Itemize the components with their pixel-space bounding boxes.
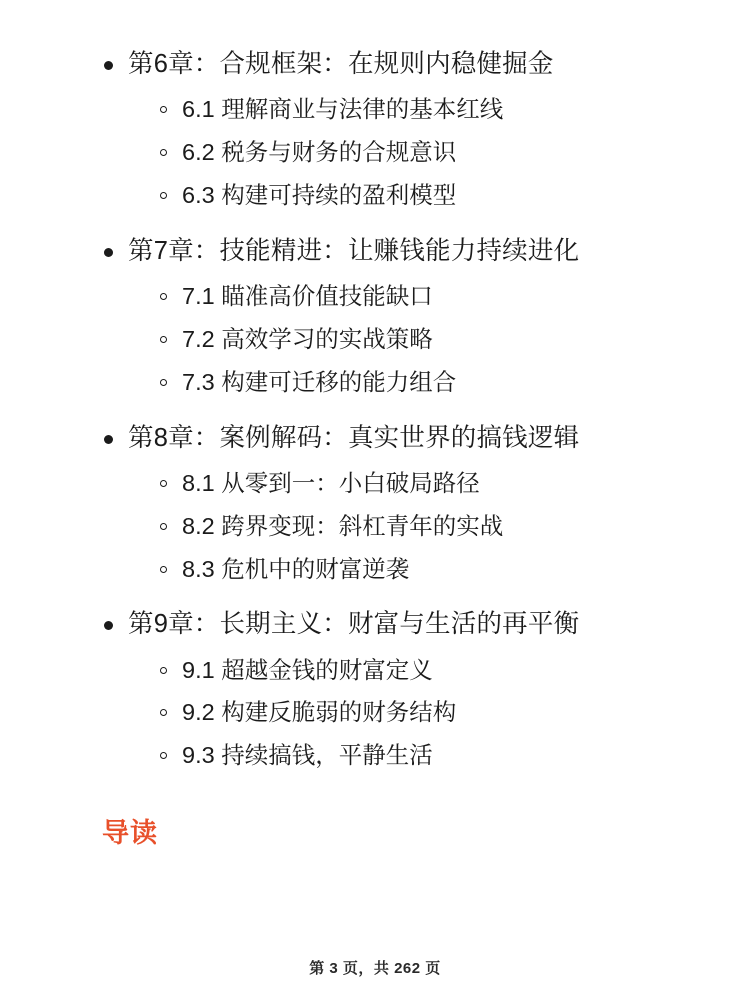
section-title: 9.2 构建反脆弱的财务结构 [182,699,457,726]
section-title: 7.2 高效学习的实战策略 [182,325,433,352]
chapter-heading-row[interactable] [60,44,690,85]
section-title: 8.3 危机中的财富逆袭 [182,555,410,582]
list-item[interactable] [60,549,690,591]
list-item[interactable] [60,506,690,548]
section-list [60,89,690,216]
section-title: 8.2 跨界变现：斜杠青年的实战 [182,512,504,539]
filled-bullet-icon [104,248,113,257]
list-item[interactable] [60,463,690,505]
hollow-bullet-icon [160,336,167,343]
section-title: 6.3 构建可持续的盈利模型 [182,181,457,208]
section-list [60,650,690,777]
list-item[interactable] [60,89,690,131]
hollow-bullet-icon [160,192,167,199]
page-footer: 第 3 页，共 262 页 [309,960,441,977]
list-item[interactable] [60,319,690,361]
section-title: 6.1 理解商业与法律的基本红线 [182,96,504,123]
chapter-heading-row[interactable] [60,604,690,645]
list-item[interactable] [60,692,690,734]
section-title: 7.1 瞄准高价值技能缺口 [182,283,433,310]
hollow-bullet-icon [160,566,167,573]
chapter-title: 第8章：案例解码：真实世界的搞钱逻辑 [128,423,580,452]
section-list [60,463,690,590]
section-list [60,276,690,403]
table-of-contents [60,44,690,777]
toc-chapter [60,604,690,777]
section-title: 7.3 构建可迁移的能力组合 [182,368,457,395]
toc-chapter [60,44,690,217]
list-item[interactable] [60,362,690,404]
list-item[interactable] [60,132,690,174]
hollow-bullet-icon [160,480,167,487]
list-item[interactable] [60,735,690,777]
section-title: 6.2 税务与财务的合规意识 [182,139,457,166]
section-title: 8.1 从零到一：小白破局路径 [182,469,480,496]
toc-chapter [60,418,690,591]
toc-chapter [60,231,690,404]
guide-section-heading: 导读 [102,818,158,849]
hollow-bullet-icon [160,523,167,530]
hollow-bullet-icon [160,379,167,386]
list-item[interactable] [60,175,690,217]
filled-bullet-icon [104,61,113,70]
list-item[interactable] [60,276,690,318]
chapter-title: 第9章：长期主义：财富与生活的再平衡 [128,610,580,639]
section-title: 9.1 超越金钱的财富定义 [182,656,433,683]
list-item[interactable] [60,650,690,692]
chapter-title: 第6章：合规框架：在规则内稳健掘金 [128,50,554,78]
chapter-title: 第7章：技能精进：让赚钱能力持续进化 [128,236,580,265]
chapter-heading-row[interactable] [60,418,690,459]
chapter-heading-row[interactable] [60,231,690,272]
section-title: 9.3 持续搞钱，平静生活 [182,742,433,769]
hollow-bullet-icon [160,667,167,674]
filled-bullet-icon [104,435,113,444]
